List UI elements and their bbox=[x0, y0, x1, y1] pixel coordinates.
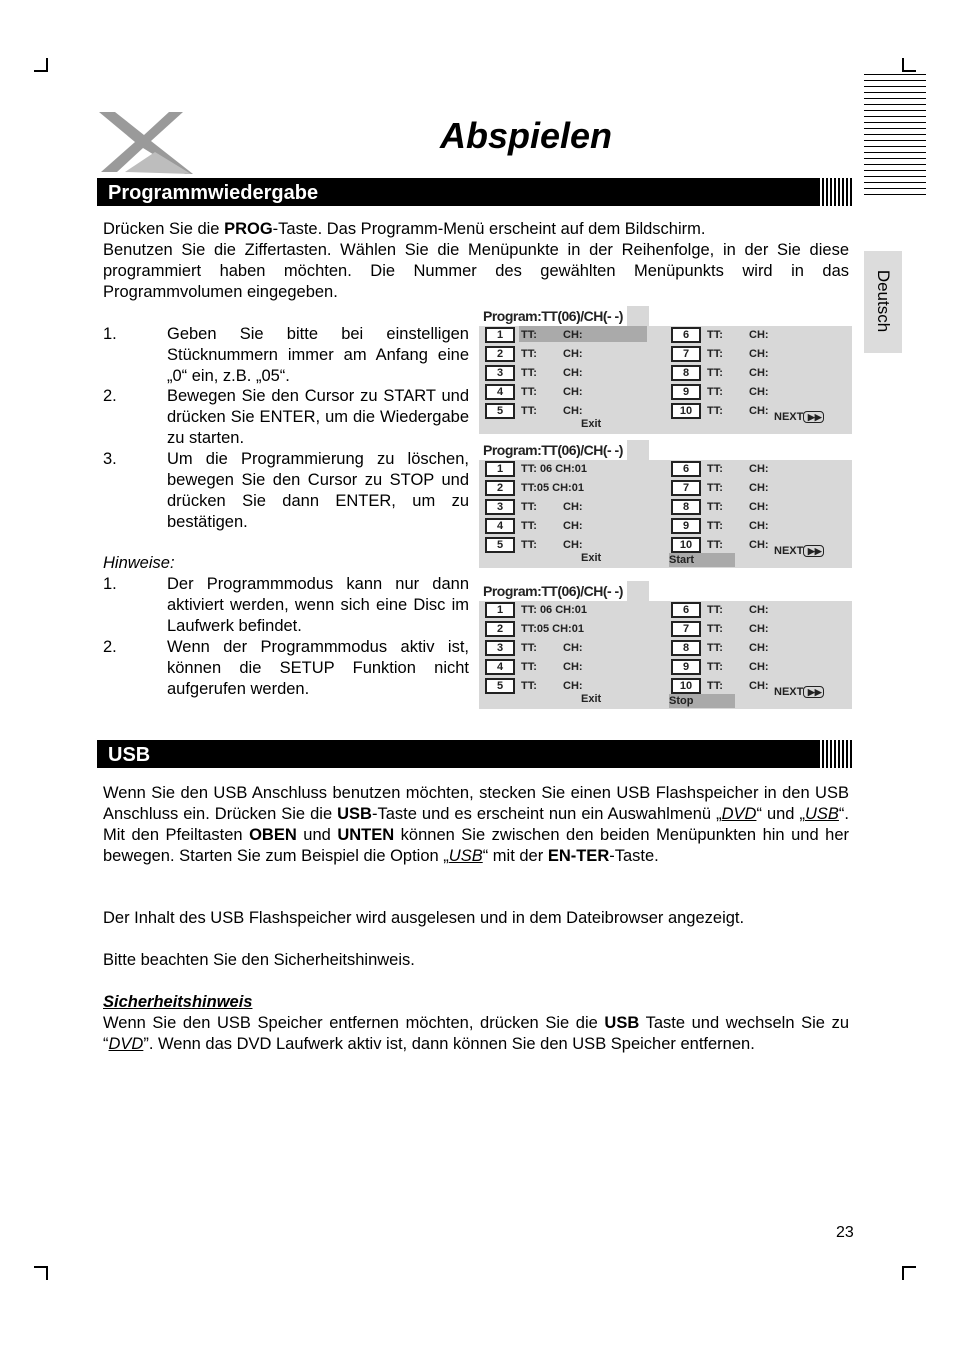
chapter-field: CH: bbox=[563, 661, 583, 673]
screen-title: Program:TT(06)/CH(- -) bbox=[479, 581, 627, 601]
program-slot-number: 10 bbox=[671, 537, 701, 553]
title-field: TT: bbox=[521, 405, 537, 417]
title-field: TT: bbox=[521, 520, 537, 532]
program-row bbox=[485, 658, 583, 676]
title-field: TT: bbox=[521, 642, 537, 654]
program-slot-number: 1 bbox=[485, 327, 515, 343]
hatch-line bbox=[864, 140, 926, 141]
hatch-line bbox=[864, 152, 926, 153]
exit-option: Exit bbox=[581, 693, 602, 705]
intro-text: Drücken Sie die bbox=[103, 220, 225, 238]
screen-header-gap bbox=[649, 306, 852, 326]
program-row bbox=[485, 639, 583, 657]
program-slot-number: 9 bbox=[671, 659, 701, 675]
section-heading: Programmwiedergabe bbox=[108, 182, 319, 204]
title-field: TT: bbox=[707, 604, 723, 616]
fast-forward-icon: ▶▶ bbox=[805, 412, 822, 422]
program-row bbox=[671, 536, 769, 554]
program-row bbox=[485, 402, 583, 420]
hatch-line bbox=[864, 128, 926, 129]
program-row bbox=[485, 326, 583, 344]
chapter-field: CH: bbox=[563, 642, 583, 654]
chapter-field: CH: bbox=[563, 539, 583, 551]
section-heading-bar bbox=[97, 740, 821, 768]
title-field: TT: bbox=[521, 367, 537, 379]
program-row bbox=[485, 460, 591, 478]
next-label: NEXT bbox=[774, 686, 804, 698]
crop-mark-top-right bbox=[902, 58, 916, 72]
title-field: TT: bbox=[707, 642, 723, 654]
program-row bbox=[485, 498, 583, 516]
crop-mark-bottom-right bbox=[902, 1266, 916, 1280]
program-menu-screen bbox=[479, 306, 852, 434]
page-number: 23 bbox=[836, 1224, 854, 1241]
program-row bbox=[671, 402, 769, 420]
program-slot-number: 6 bbox=[671, 461, 701, 477]
title-field: TT: bbox=[521, 661, 537, 673]
language-tab-label: Deutsch bbox=[874, 269, 893, 333]
program-slot-number: 2 bbox=[485, 346, 515, 362]
chapter-field: CH: bbox=[563, 367, 583, 379]
title-field: TT: bbox=[707, 367, 723, 379]
chapter-field: CH: bbox=[749, 501, 769, 513]
next-option bbox=[774, 411, 824, 423]
title-field: TT: bbox=[521, 386, 537, 398]
chapter-field: CH: bbox=[563, 386, 583, 398]
program-slot-number: 1 bbox=[485, 461, 515, 477]
program-row bbox=[671, 658, 769, 676]
title-field: TT: bbox=[707, 405, 723, 417]
chapter-field: CH: bbox=[749, 367, 769, 379]
chapter-field: CH: bbox=[749, 520, 769, 532]
section-heading-bar bbox=[97, 178, 821, 206]
hatch-line bbox=[864, 158, 926, 159]
exit-option: Exit bbox=[581, 418, 602, 430]
next-label: NEXT bbox=[774, 545, 804, 557]
title-field: TT: bbox=[707, 348, 723, 360]
chapter-field: CH: bbox=[749, 642, 769, 654]
hatch-line bbox=[864, 92, 926, 93]
title-field: TT:05 CH:01 bbox=[521, 482, 584, 494]
program-menu-screen bbox=[479, 440, 852, 568]
chapter-field: CH: bbox=[563, 520, 583, 532]
program-slot-number: 10 bbox=[671, 678, 701, 694]
program-slot-number: 8 bbox=[671, 499, 701, 515]
program-slot-number: 4 bbox=[485, 518, 515, 534]
title-field: TT: bbox=[707, 482, 723, 494]
program-row bbox=[671, 601, 769, 619]
program-slot-number: 1 bbox=[485, 602, 515, 618]
hatch-line bbox=[864, 182, 926, 183]
program-row bbox=[485, 517, 583, 535]
program-row bbox=[671, 677, 769, 695]
language-tab bbox=[864, 251, 902, 353]
chapter-field: CH: bbox=[749, 463, 769, 475]
step-text: Geben Sie bitte bei einstelligen Stücknummern immer am Anfang eine „0“ ein, z.B. „05“. bbox=[167, 325, 469, 385]
program-row bbox=[485, 345, 583, 363]
next-option bbox=[774, 686, 824, 698]
program-slot-number: 8 bbox=[671, 640, 701, 656]
crop-mark-bottom-left bbox=[34, 1266, 48, 1280]
program-slot-number: 3 bbox=[485, 640, 515, 656]
intro-paragraph-1 bbox=[103, 219, 849, 240]
fast-forward-icon: ▶▶ bbox=[805, 687, 822, 697]
heading-bar-fade bbox=[818, 178, 854, 206]
program-slot-number: 5 bbox=[485, 403, 515, 419]
program-row bbox=[485, 620, 588, 638]
title-field: TT:05 CH:01 bbox=[521, 623, 584, 635]
notes-heading: Hinweise: bbox=[103, 554, 175, 572]
chapter-field: CH: bbox=[563, 329, 583, 341]
program-slot-number: 3 bbox=[485, 499, 515, 515]
program-row bbox=[671, 326, 769, 344]
intro-paragraph-2: Benutzen Sie die Ziffertasten. Wählen Sie die Menüpunkte in der Reihenfolge, in der Sie diese programmiert haben möchten. Die Nummer des gewählten Menüpunkts wird in das Programmvolumen eingegeben. bbox=[103, 241, 849, 301]
hatch-line bbox=[864, 98, 926, 99]
title-field: TT: bbox=[521, 539, 537, 551]
usb-paragraph-1: Wenn Sie den USB Anschluss benutzen möchten, stecken Sie einen USB Flashspeicher in den USB Anschluss ein. Drücken Sie die USB-Taste und es erscheint nun ein Auswahlmenü „DVD“ und „USB“. Mit den Pfeiltasten OBEN und UNTEN können Sie zwischen den beiden Menüpunkten hin und her bewegen. Starten Sie zum Beispiel die Option „USB“ mit der EN-TER-Taste. bbox=[103, 784, 850, 865]
step-number: 2. bbox=[103, 387, 117, 405]
program-row bbox=[485, 364, 583, 382]
hatch-line bbox=[864, 86, 926, 87]
hatch-line bbox=[864, 188, 926, 189]
hatch-line bbox=[864, 110, 926, 111]
program-slot-number: 10 bbox=[671, 403, 701, 419]
title-field: TT: bbox=[707, 329, 723, 341]
program-row bbox=[671, 383, 769, 401]
chapter-field: CH: bbox=[749, 348, 769, 360]
program-slot-number: 5 bbox=[485, 537, 515, 553]
title-field: TT: bbox=[521, 680, 537, 692]
program-row bbox=[671, 639, 769, 657]
page-title: Abspielen bbox=[440, 115, 613, 156]
hatch-line bbox=[864, 74, 926, 75]
program-row bbox=[671, 479, 769, 497]
action-option: Stop bbox=[669, 694, 735, 708]
program-row bbox=[671, 345, 769, 363]
program-slot-number: 7 bbox=[671, 346, 701, 362]
chapter-field: CH: bbox=[749, 623, 769, 635]
usb-paragraph-2: Der Inhalt des USB Flashspeicher wird ausgelesen und in dem Dateibrowser angezeigt. bbox=[103, 909, 745, 927]
chapter-field: CH: bbox=[749, 604, 769, 616]
screen-header-gap bbox=[649, 581, 852, 601]
title-field: TT: bbox=[521, 329, 537, 341]
program-row bbox=[485, 677, 583, 695]
title-field: TT: bbox=[521, 501, 537, 513]
hatch-line bbox=[864, 122, 926, 123]
program-slot-number: 5 bbox=[485, 678, 515, 694]
chapter-field: CH: bbox=[749, 405, 769, 417]
chapter-field: CH: bbox=[749, 539, 769, 551]
title-field: TT: bbox=[707, 520, 723, 532]
program-slot-number: 4 bbox=[485, 384, 515, 400]
program-row bbox=[671, 460, 769, 478]
title-field: TT: bbox=[707, 501, 723, 513]
crop-mark-top-left bbox=[34, 58, 48, 72]
program-slot-number: 3 bbox=[485, 365, 515, 381]
exit-option: Exit bbox=[581, 552, 602, 564]
program-row bbox=[485, 479, 588, 497]
hatch-line bbox=[864, 80, 926, 81]
program-row bbox=[671, 498, 769, 516]
program-menu-screen bbox=[479, 581, 852, 709]
program-slot-number: 7 bbox=[671, 480, 701, 496]
title-field: TT: bbox=[521, 348, 537, 360]
note-number: 2. bbox=[103, 638, 117, 656]
hatch-line bbox=[864, 194, 926, 195]
program-slot-number: 6 bbox=[671, 327, 701, 343]
chapter-field: CH: bbox=[563, 680, 583, 692]
program-slot-number: 2 bbox=[485, 621, 515, 637]
note-text: Der Programmmodus kann nur dann aktiviert werden, wenn sich eine Disc im Laufwerk befindet. bbox=[167, 575, 469, 635]
chapter-field: CH: bbox=[749, 386, 769, 398]
title-field: TT: 06 CH:01 bbox=[521, 604, 588, 616]
hatch-line bbox=[864, 146, 926, 147]
step-number: 1. bbox=[103, 325, 117, 343]
note-number: 1. bbox=[103, 575, 117, 593]
heading-bar-fade bbox=[818, 740, 854, 768]
program-slot-number: 8 bbox=[671, 365, 701, 381]
program-slot-number: 9 bbox=[671, 384, 701, 400]
program-row bbox=[485, 536, 583, 554]
chapter-field: CH: bbox=[749, 329, 769, 341]
program-row bbox=[671, 620, 769, 638]
chapter-field: CH: bbox=[563, 501, 583, 513]
chapter-field: CH: bbox=[749, 680, 769, 692]
note-text: Wenn der Programmmodus aktiv ist, können die SETUP Funktion nicht aufgerufen werden. bbox=[167, 638, 469, 698]
step-text: Bewegen Sie den Cursor zu START und drücken Sie ENTER, um die Wiedergabe zu starten. bbox=[167, 387, 469, 447]
hatch-line bbox=[864, 176, 926, 177]
title-field: TT: bbox=[707, 539, 723, 551]
program-row bbox=[485, 601, 591, 619]
hatch-line bbox=[864, 134, 926, 135]
program-slot-number: 4 bbox=[485, 659, 515, 675]
screen-title: Program:TT(06)/CH(- -) bbox=[479, 306, 627, 326]
program-slot-number: 7 bbox=[671, 621, 701, 637]
step-number: 3. bbox=[103, 450, 117, 468]
chapter-field: CH: bbox=[749, 482, 769, 494]
program-row bbox=[485, 383, 583, 401]
chapter-field: CH: bbox=[563, 405, 583, 417]
step-text: Um die Programmierung zu löschen, bewegen Sie den Cursor zu STOP und drücken Sie dann ENTER, um zu bestätigen. bbox=[167, 450, 469, 531]
chapter-field: CH: bbox=[749, 661, 769, 673]
program-slot-number: 9 bbox=[671, 518, 701, 534]
title-field: TT: bbox=[707, 463, 723, 475]
usb-paragraph-3: Bitte beachten Sie den Sicherheitshinweis. bbox=[103, 951, 415, 969]
chapter-field: CH: bbox=[563, 348, 583, 360]
safety-paragraph: Wenn Sie den USB Speicher entfernen möchten, drücken Sie die USB Taste und wechseln Sie zu “DVD”. Wenn das DVD Laufwerk aktiv ist, dann können Sie den USB Speicher entfernen. bbox=[103, 1014, 850, 1053]
screen-header-gap bbox=[649, 440, 852, 460]
title-field: TT: bbox=[707, 661, 723, 673]
program-slot-number: 6 bbox=[671, 602, 701, 618]
hatch-line bbox=[864, 116, 926, 117]
next-label: NEXT bbox=[774, 411, 804, 423]
hatch-line bbox=[864, 104, 926, 105]
title-field: TT: bbox=[707, 623, 723, 635]
fast-forward-icon: ▶▶ bbox=[805, 546, 822, 556]
program-row bbox=[671, 364, 769, 382]
brand-logo bbox=[95, 108, 195, 176]
screen-title: Program:TT(06)/CH(- -) bbox=[479, 440, 627, 460]
title-field: TT: bbox=[707, 680, 723, 692]
hatch-line bbox=[864, 164, 926, 165]
action-option: Start bbox=[669, 553, 735, 567]
next-option bbox=[774, 545, 824, 557]
intro-text: -Taste. Das Programm-Menü erscheint auf dem Bildschirm. bbox=[272, 220, 706, 238]
hatch-line bbox=[864, 170, 926, 171]
program-slot-number: 2 bbox=[485, 480, 515, 496]
section-heading: USB bbox=[108, 744, 151, 766]
safety-heading: Sicherheitshinweis bbox=[103, 993, 253, 1011]
title-field: TT: 06 CH:01 bbox=[521, 463, 588, 475]
title-field: TT: bbox=[707, 386, 723, 398]
prog-key: PROG bbox=[224, 220, 273, 238]
program-row bbox=[671, 517, 769, 535]
